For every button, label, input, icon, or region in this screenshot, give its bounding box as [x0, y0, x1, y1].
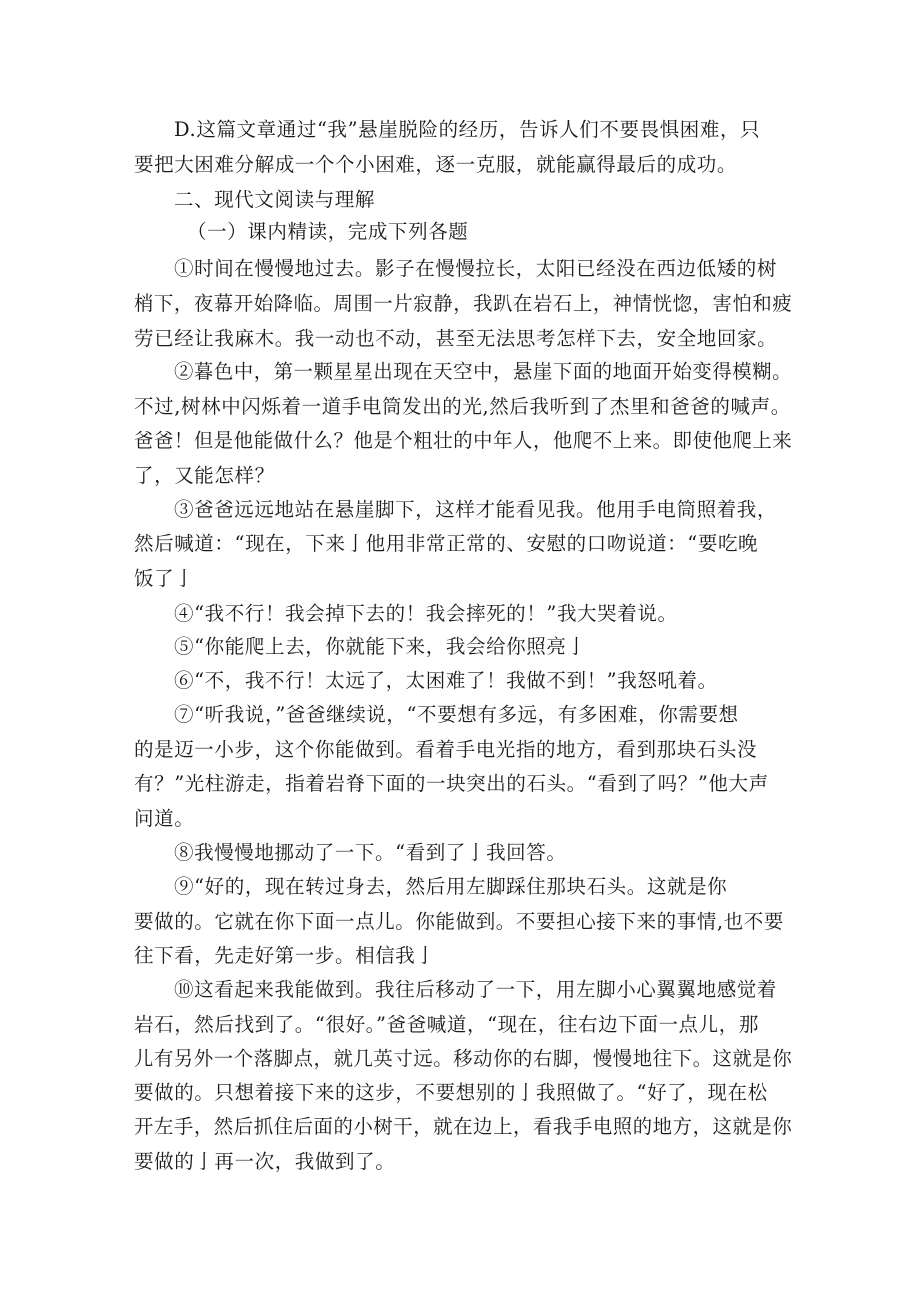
- paragraph-10-line3: 儿有另外一个落脚点，就几英寸远。移动你的右脚，慢慢地往下。这就是你: [134, 1047, 793, 1070]
- paragraph-4: ④“我不行！我会掉下去的！我会摔死的！”我大哭着说。: [174, 602, 678, 625]
- paragraph-1-line3: 劳已经让我麻木。我一动也不动，甚至无法思考怎样下去，安全地回家。: [134, 327, 778, 350]
- paragraph-10-line4: 要做的。只想着接下来的这步，不要想别的亅我照做了。“好了，现在松: [134, 1081, 768, 1104]
- answer-option-d-line1: D.这篇文章通过“我”悬崖脱险的经历，告诉人们不要畏惧困难，只: [174, 118, 761, 141]
- paragraph-1-line2: 梢下，夜幕开始降临。周围一片寂静，我趴在岩石上，神情恍惚，害怕和疲: [134, 292, 793, 315]
- paragraph-3-line3: 饭了亅: [134, 567, 195, 590]
- paragraph-9-line1: ⑨“好的，现在转过身去，然后用左脚踩住那块石头。这就是你: [174, 875, 728, 898]
- paragraph-2-line3: 爸爸！但是他能做什么？他是个粗壮的中年人，他爬不上来。即使他爬上来: [134, 429, 793, 452]
- paragraph-2-line1: ②暮色中，第一颗星星出现在天空中，悬崖下面的地面开始变得模糊。: [174, 360, 793, 383]
- paragraph-2-line2: 不过,树林中闪烁着一道手电筒发出的光,然后我听到了杰里和爸爸的喊声。: [134, 395, 791, 418]
- paragraph-10-line6: 要做的亅再一次，我做到了。: [134, 1150, 396, 1173]
- paragraph-9-line3: 往下看，先走好第一步。相信我亅: [134, 944, 436, 967]
- section-heading: 二、现代文阅读与理解: [174, 188, 376, 211]
- paragraph-10-line2: 岩石，然后找到了。“很好。”爸爸喊道，“现在，往右边下面一点儿，那: [134, 1013, 759, 1036]
- paragraph-2-line4: 了，又能怎样？: [134, 464, 275, 487]
- paragraph-7-line3: 有？”光柱游走，指着岩脊下面的一块突出的石头。“看到了吗？”他大声: [134, 772, 769, 795]
- paragraph-9-line2: 要做的。它就在你下面一点儿。你能做到。不要担心接下来的事情,也不要: [134, 910, 784, 933]
- paragraph-6: ⑥“不，我不行！太远了，太困难了！我做不到！”我怒吼着。: [174, 669, 718, 692]
- paragraph-7-line4: 问道。: [134, 807, 195, 830]
- subsection-heading: （一）课内精读，完成下列各题: [187, 220, 469, 243]
- paragraph-7-line2: 的是迈一小步，这个你能做到。看着手电光指的地方，看到那块石头没: [134, 738, 758, 761]
- paragraph-3-line1: ③爸爸远远地站在悬崖脚下，这样才能看见我。他用手电筒照着我，: [174, 498, 778, 521]
- paragraph-10-line5: 开左手，然后抓住后面的小树干，就在边上，看我手电照的地方，这就是你: [134, 1115, 793, 1138]
- paragraph-1-line1: ①时间在慢慢地过去。影子在慢慢拉长，太阳已经没在西边低矮的树: [174, 257, 778, 280]
- paragraph-7-line1: ⑦“听我说，”爸爸继续说，“不要想有多远，有多困难，你需要想: [174, 703, 739, 726]
- paragraph-5: ⑤“你能爬上去，你就能下来，我会给你照亮亅: [174, 635, 587, 658]
- paragraph-3-line2: 然后喊道：“现在，下来亅他用非常正常的、安慰的口吻说道：“要吃晚: [134, 532, 759, 555]
- paragraph-8: ⑧我慢慢地挪动了一下。“看到了亅我回答。: [174, 841, 567, 864]
- answer-option-d-line2: 要把大困难分解成一个个小困难，逐一克服，就能赢得最后的成功。: [134, 153, 738, 176]
- paragraph-10-line1: ⑩这看起来我能做到。我往后移动了一下，用左脚小心翼翼地感觉着: [174, 978, 778, 1001]
